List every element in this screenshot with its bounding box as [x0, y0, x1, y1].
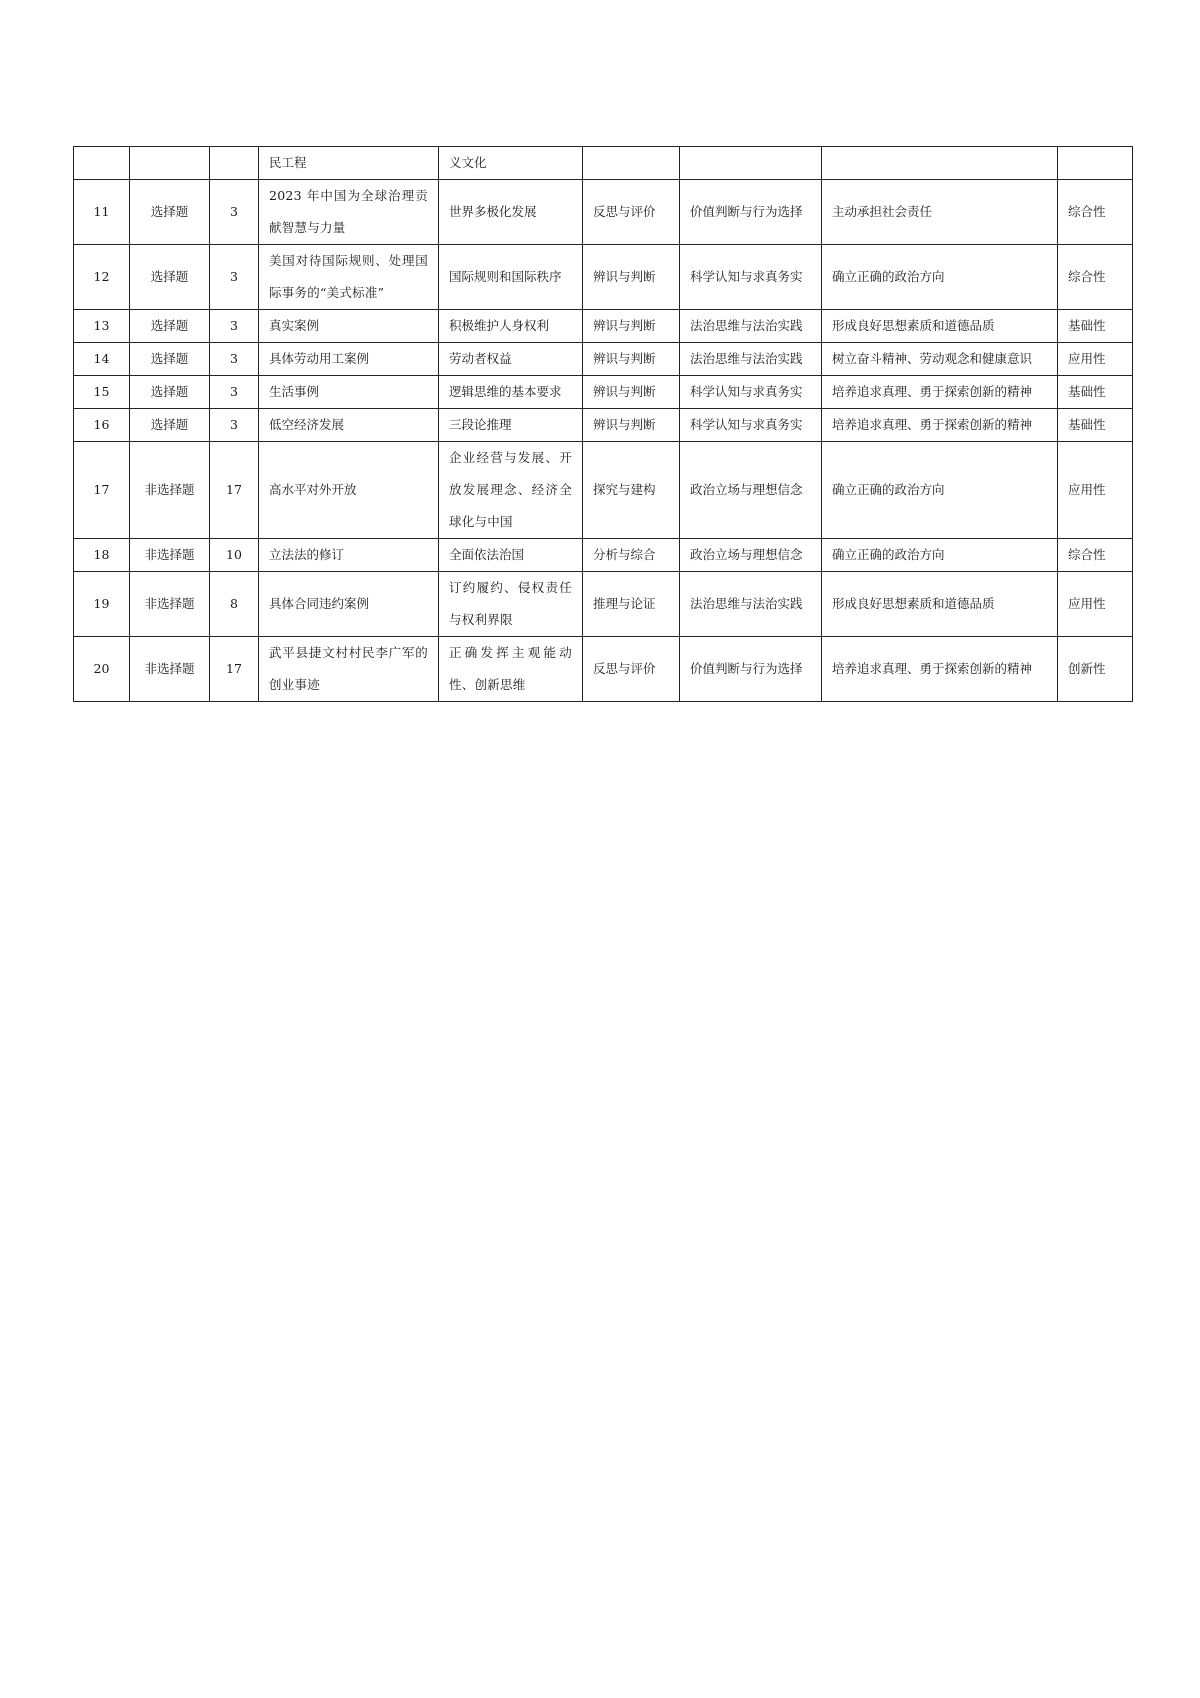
cell-knowledge: 正确发挥主观能动性、创新思维 — [439, 637, 583, 702]
cell-knowledge: 企业经营与发展、开放发展理念、经济全球化与中国 — [439, 442, 583, 539]
cell-level: 创新性 — [1058, 637, 1133, 702]
cell-type: 非选择题 — [130, 539, 210, 572]
cell-type: 选择题 — [130, 376, 210, 409]
cell-score: 3 — [210, 376, 259, 409]
cell-value: 形成良好思想素质和道德品质 — [822, 310, 1058, 343]
cell-value: 主动承担社会责任 — [822, 180, 1058, 245]
cell-id: 19 — [74, 572, 130, 637]
cell-level: 综合性 — [1058, 539, 1133, 572]
cell-score — [210, 147, 259, 180]
cell-ability: 辨识与判断 — [583, 376, 680, 409]
cell-literacy: 科学认知与求真务实 — [680, 376, 822, 409]
table-row — [74, 539, 1133, 572]
cell-knowledge: 劳动者权益 — [439, 343, 583, 376]
cell-value: 培养追求真理、勇于探索创新的精神 — [822, 637, 1058, 702]
table-row — [74, 376, 1133, 409]
cell-scenario: 美国对待国际规则、处理国际事务的“美式标准” — [259, 245, 439, 310]
cell-scenario: 2023 年中国为全球治理贡献智慧与力量 — [259, 180, 439, 245]
cell-literacy: 法治思维与法治实践 — [680, 343, 822, 376]
cell-knowledge: 义文化 — [439, 147, 583, 180]
cell-scenario: 低空经济发展 — [259, 409, 439, 442]
cell-type: 选择题 — [130, 310, 210, 343]
cell-scenario: 立法法的修订 — [259, 539, 439, 572]
cell-type: 选择题 — [130, 409, 210, 442]
table-row — [74, 409, 1133, 442]
cell-score: 3 — [210, 310, 259, 343]
cell-scenario: 武平县捷文村村民李广军的创业事迹 — [259, 637, 439, 702]
cell-score: 8 — [210, 572, 259, 637]
cell-value: 确立正确的政治方向 — [822, 442, 1058, 539]
cell-literacy: 价值判断与行为选择 — [680, 637, 822, 702]
cell-type: 选择题 — [130, 343, 210, 376]
cell-knowledge: 订约履约、侵权责任与权利界限 — [439, 572, 583, 637]
table-row-continuation — [74, 147, 1133, 180]
cell-level: 基础性 — [1058, 376, 1133, 409]
cell-literacy: 政治立场与理想信念 — [680, 539, 822, 572]
table-row — [74, 343, 1133, 376]
cell-knowledge: 世界多极化发展 — [439, 180, 583, 245]
cell-id: 14 — [74, 343, 130, 376]
cell-id: 20 — [74, 637, 130, 702]
cell-id: 13 — [74, 310, 130, 343]
cell-score: 17 — [210, 637, 259, 702]
cell-type: 选择题 — [130, 180, 210, 245]
cell-scenario: 具体劳动用工案例 — [259, 343, 439, 376]
cell-level: 综合性 — [1058, 180, 1133, 245]
cell-ability: 辨识与判断 — [583, 409, 680, 442]
cell-scenario: 真实案例 — [259, 310, 439, 343]
cell-ability: 辨识与判断 — [583, 245, 680, 310]
table-row — [74, 637, 1133, 702]
cell-score: 17 — [210, 442, 259, 539]
cell-id: 11 — [74, 180, 130, 245]
cell-score: 3 — [210, 180, 259, 245]
cell-knowledge: 积极维护人身权利 — [439, 310, 583, 343]
cell-scenario: 民工程 — [259, 147, 439, 180]
cell-level: 应用性 — [1058, 442, 1133, 539]
cell-literacy: 科学认知与求真务实 — [680, 409, 822, 442]
cell-level: 应用性 — [1058, 572, 1133, 637]
cell-value: 树立奋斗精神、劳动观念和健康意识 — [822, 343, 1058, 376]
table-row — [74, 572, 1133, 637]
table-row — [74, 180, 1133, 245]
cell-id: 17 — [74, 442, 130, 539]
cell-ability: 反思与评价 — [583, 637, 680, 702]
cell-scenario: 生活事例 — [259, 376, 439, 409]
table-row — [74, 310, 1133, 343]
cell-id: 15 — [74, 376, 130, 409]
cell-ability: 推理与论证 — [583, 572, 680, 637]
cell-literacy: 科学认知与求真务实 — [680, 245, 822, 310]
cell-score: 3 — [210, 343, 259, 376]
cell-level: 基础性 — [1058, 409, 1133, 442]
cell-type: 选择题 — [130, 245, 210, 310]
cell-value: 培养追求真理、勇于探索创新的精神 — [822, 376, 1058, 409]
cell-value: 确立正确的政治方向 — [822, 539, 1058, 572]
table-row — [74, 442, 1133, 539]
cell-knowledge: 三段论推理 — [439, 409, 583, 442]
cell-ability: 辨识与判断 — [583, 310, 680, 343]
cell-id — [74, 147, 130, 180]
cell-knowledge: 逻辑思维的基本要求 — [439, 376, 583, 409]
cell-ability: 分析与综合 — [583, 539, 680, 572]
cell-level: 综合性 — [1058, 245, 1133, 310]
cell-literacy — [680, 147, 822, 180]
cell-knowledge: 全面依法治国 — [439, 539, 583, 572]
cell-score: 10 — [210, 539, 259, 572]
cell-scenario: 高水平对外开放 — [259, 442, 439, 539]
cell-literacy: 法治思维与法治实践 — [680, 572, 822, 637]
cell-ability: 反思与评价 — [583, 180, 680, 245]
cell-score: 3 — [210, 409, 259, 442]
cell-literacy: 政治立场与理想信念 — [680, 442, 822, 539]
cell-value: 确立正确的政治方向 — [822, 245, 1058, 310]
cell-ability: 探究与建构 — [583, 442, 680, 539]
cell-type: 非选择题 — [130, 572, 210, 637]
cell-id: 18 — [74, 539, 130, 572]
cell-type — [130, 147, 210, 180]
cell-type: 非选择题 — [130, 637, 210, 702]
table-row — [74, 245, 1133, 310]
cell-ability: 辨识与判断 — [583, 343, 680, 376]
cell-id: 12 — [74, 245, 130, 310]
cell-value: 培养追求真理、勇于探索创新的精神 — [822, 409, 1058, 442]
cell-level — [1058, 147, 1133, 180]
cell-score: 3 — [210, 245, 259, 310]
cell-value — [822, 147, 1058, 180]
cell-literacy: 价值判断与行为选择 — [680, 180, 822, 245]
cell-id: 16 — [74, 409, 130, 442]
cell-level: 基础性 — [1058, 310, 1133, 343]
cell-level: 应用性 — [1058, 343, 1133, 376]
question-spec-table — [73, 146, 1133, 702]
cell-literacy: 法治思维与法治实践 — [680, 310, 822, 343]
cell-value: 形成良好思想素质和道德品质 — [822, 572, 1058, 637]
cell-knowledge: 国际规则和国际秩序 — [439, 245, 583, 310]
cell-scenario: 具体合同违约案例 — [259, 572, 439, 637]
cell-ability — [583, 147, 680, 180]
cell-type: 非选择题 — [130, 442, 210, 539]
